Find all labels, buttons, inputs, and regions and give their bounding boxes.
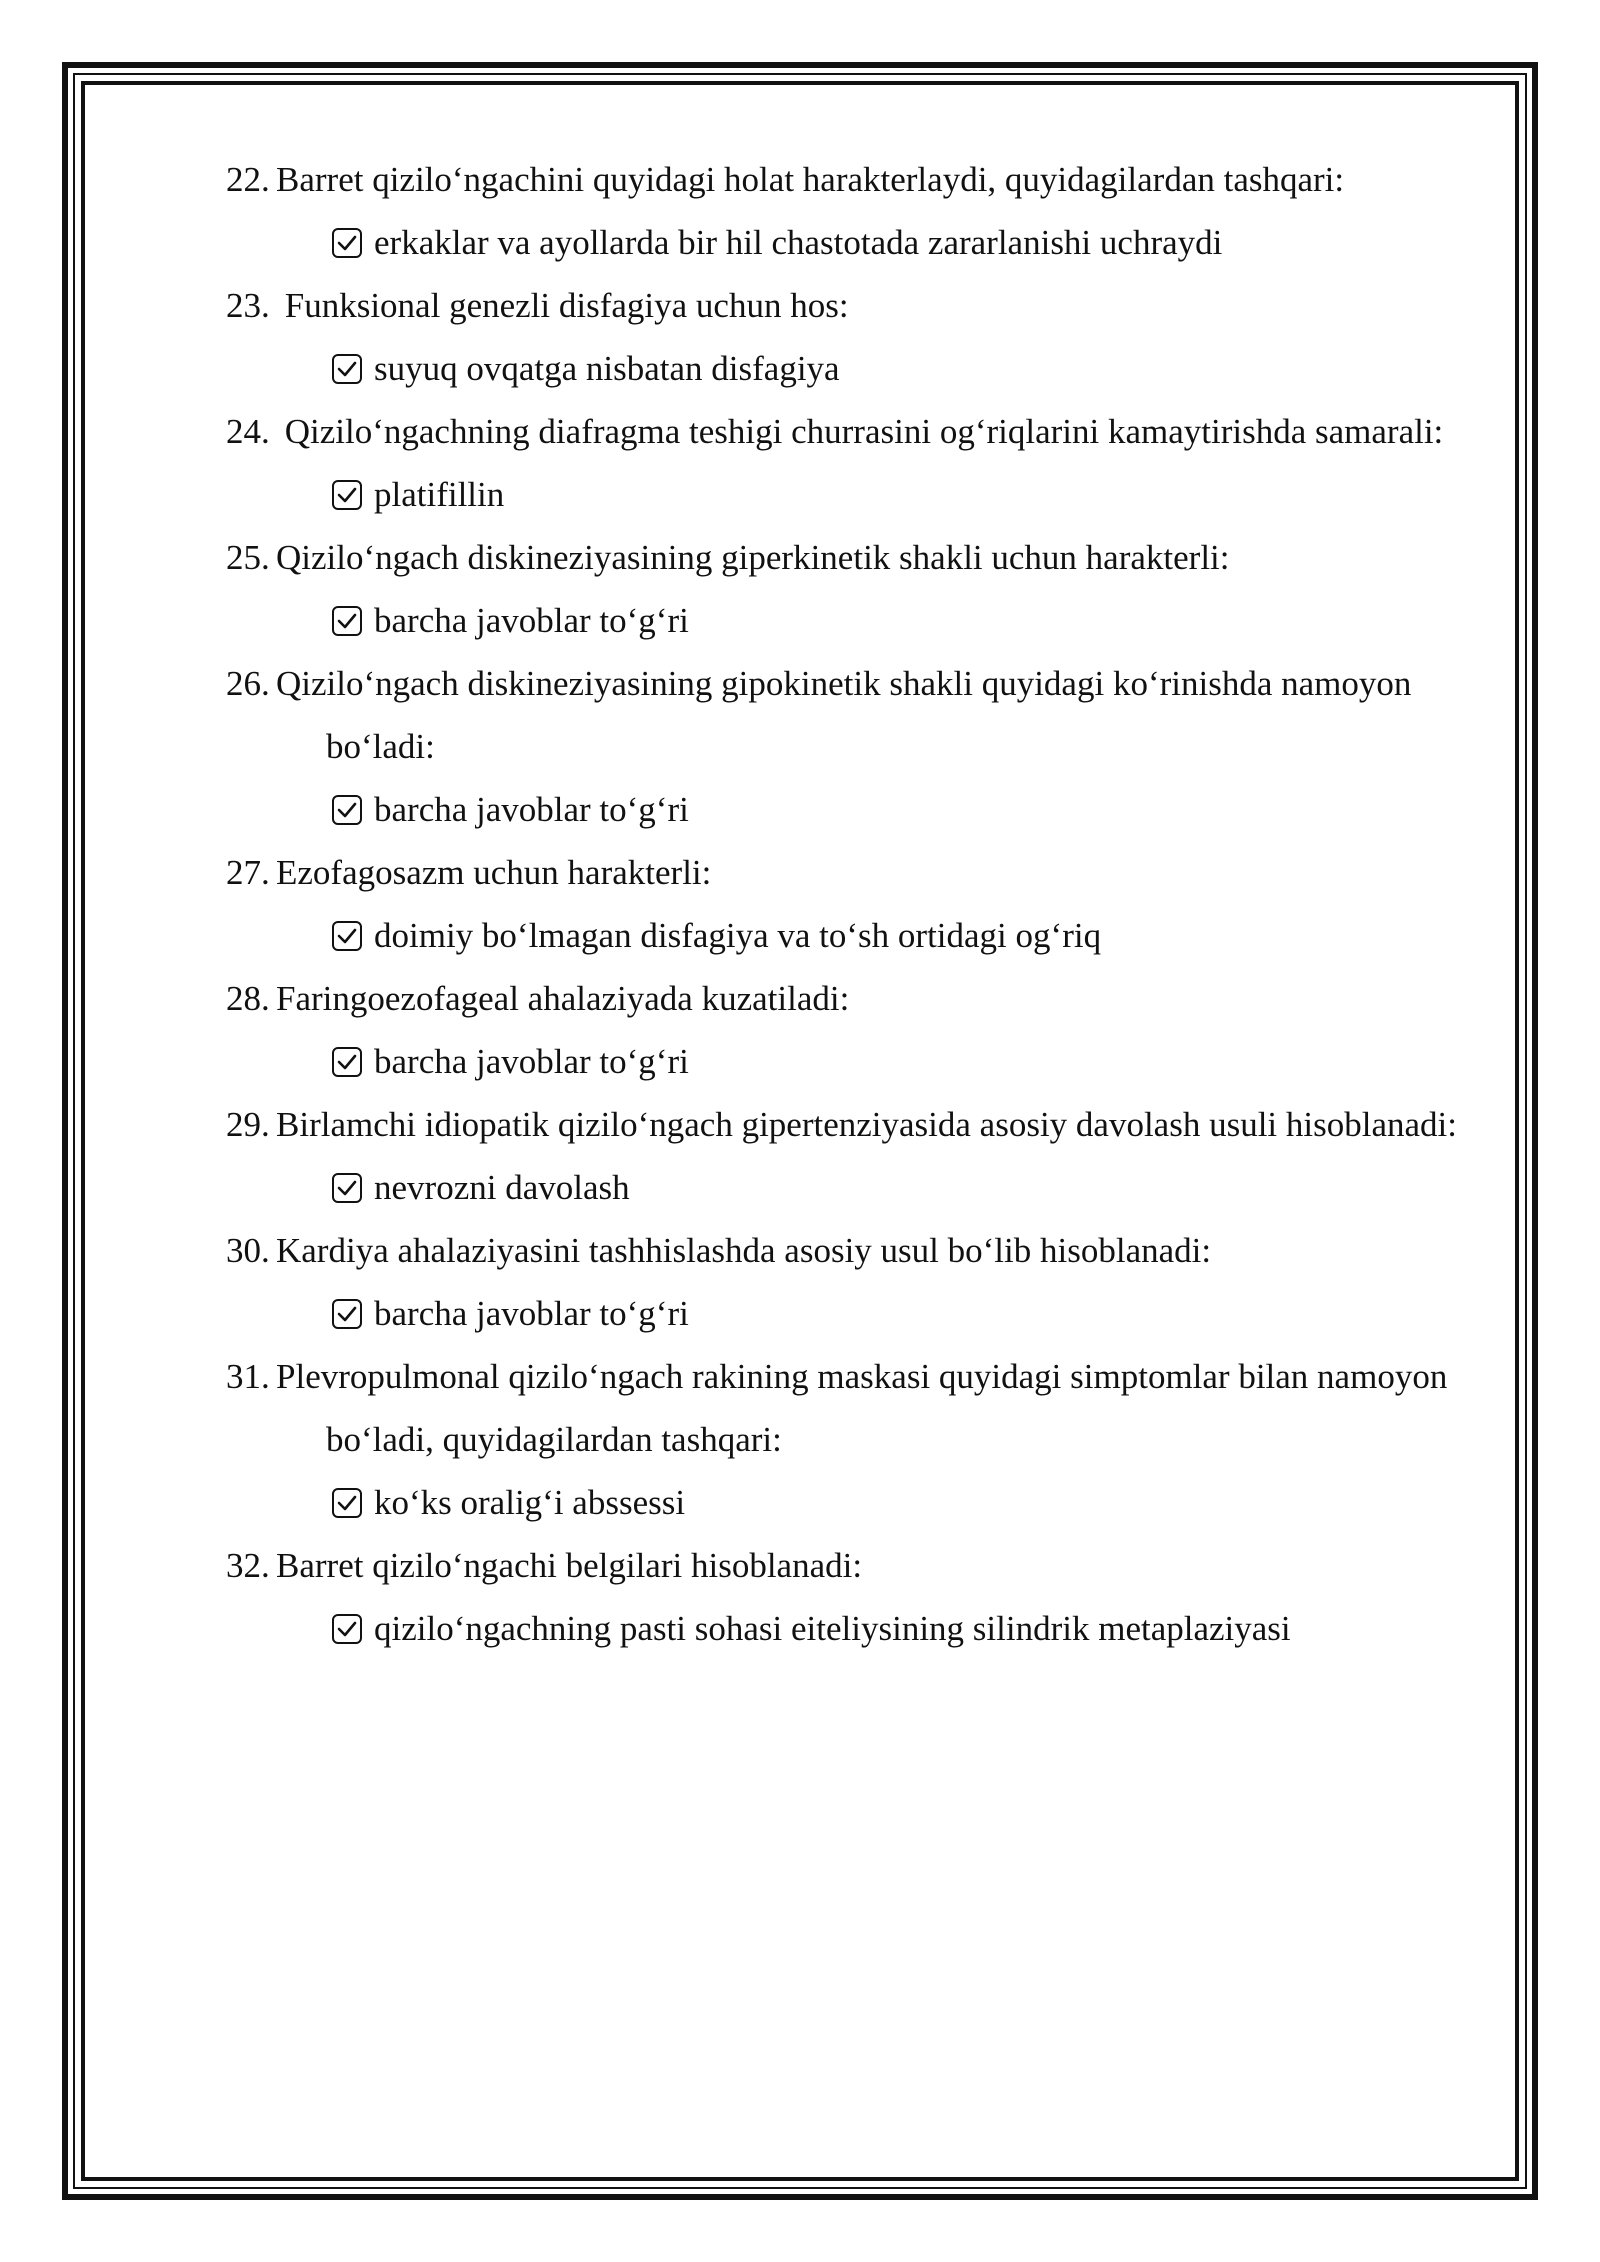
checked-box-icon	[332, 1173, 362, 1203]
question-25: 25. Qizilo‘ngach diskineziyasining giperkinetik shakli uchun harakterli:	[226, 538, 1230, 577]
question-24: 24. Qizilo‘ngachning diafragma teshigi churrasini og‘riqlarini kamaytirishda samarali:	[226, 412, 1444, 451]
answer-26: barcha javoblar to‘g‘ri	[276, 778, 1506, 841]
checked-box-icon	[332, 1614, 362, 1644]
answer-25: barcha javoblar to‘g‘ri	[276, 589, 1506, 652]
answer-28: barcha javoblar to‘g‘ri	[276, 1030, 1506, 1093]
checked-box-icon	[332, 480, 362, 510]
question-27: 27. Ezofagosazm uchun harakterli:	[226, 853, 712, 892]
checked-box-icon	[332, 354, 362, 384]
question-32: 32. Barret qizilo‘ngachi belgilari hisoblanadi:	[226, 1546, 863, 1585]
answer-29: nevrozni davolash	[276, 1156, 1506, 1219]
question-28: 28. Faringoezofageal ahalaziyada kuzatiladi:	[226, 979, 850, 1018]
answer-22: erkaklar va ayollarda bir hil chastotada zararlanishi uchraydi	[276, 211, 1506, 274]
answer-27: doimiy bo‘lmagan disfagiya va to‘sh ortidagi og‘riq	[276, 904, 1506, 967]
answer-30: barcha javoblar to‘g‘ri	[276, 1282, 1506, 1345]
question-31: 31. Plevropulmonal qizilo‘ngach rakining maskasi quyidagi simptomlar bilan namoyon bo‘ladi, quyidagilardan tashqari:	[226, 1357, 1448, 1459]
question-29: 29. Birlamchi idiopatik qizilo‘ngach gipertenziyasida asosiy davolash usuli hisoblanadi:	[226, 1105, 1457, 1144]
answer-32: qizilo‘ngachning pasti sohasi eiteliysining silindrik metaplaziyasi	[276, 1597, 1506, 1660]
answer-23: suyuq ovqatga nisbatan disfagiya	[276, 337, 1506, 400]
checked-box-icon	[332, 228, 362, 258]
checked-box-icon	[332, 1488, 362, 1518]
question-list	[226, 148, 1506, 1660]
question-26: 26. Qizilo‘ngach diskineziyasining gipokinetik shakli quyidagi ko‘rinishda namoyon bo‘ladi:	[226, 664, 1412, 766]
checked-box-icon	[332, 921, 362, 951]
question-23: 23. Funksional genezli disfagiya uchun hos:	[226, 286, 849, 325]
answer-24: platifillin	[276, 463, 1506, 526]
question-22: 22. Barret qizilo‘ngachini quyidagi holat harakterlaydi, quyidagilardan tashqari:	[226, 160, 1345, 199]
question-30: 30. Kardiya ahalaziyasini tashhislashda asosiy usul bo‘lib hisoblanadi:	[226, 1231, 1212, 1270]
checked-box-icon	[332, 1047, 362, 1077]
checked-box-icon	[332, 606, 362, 636]
checked-box-icon	[332, 795, 362, 825]
answer-31: ko‘ks oralig‘i abssessi	[276, 1471, 1506, 1534]
checked-box-icon	[332, 1299, 362, 1329]
